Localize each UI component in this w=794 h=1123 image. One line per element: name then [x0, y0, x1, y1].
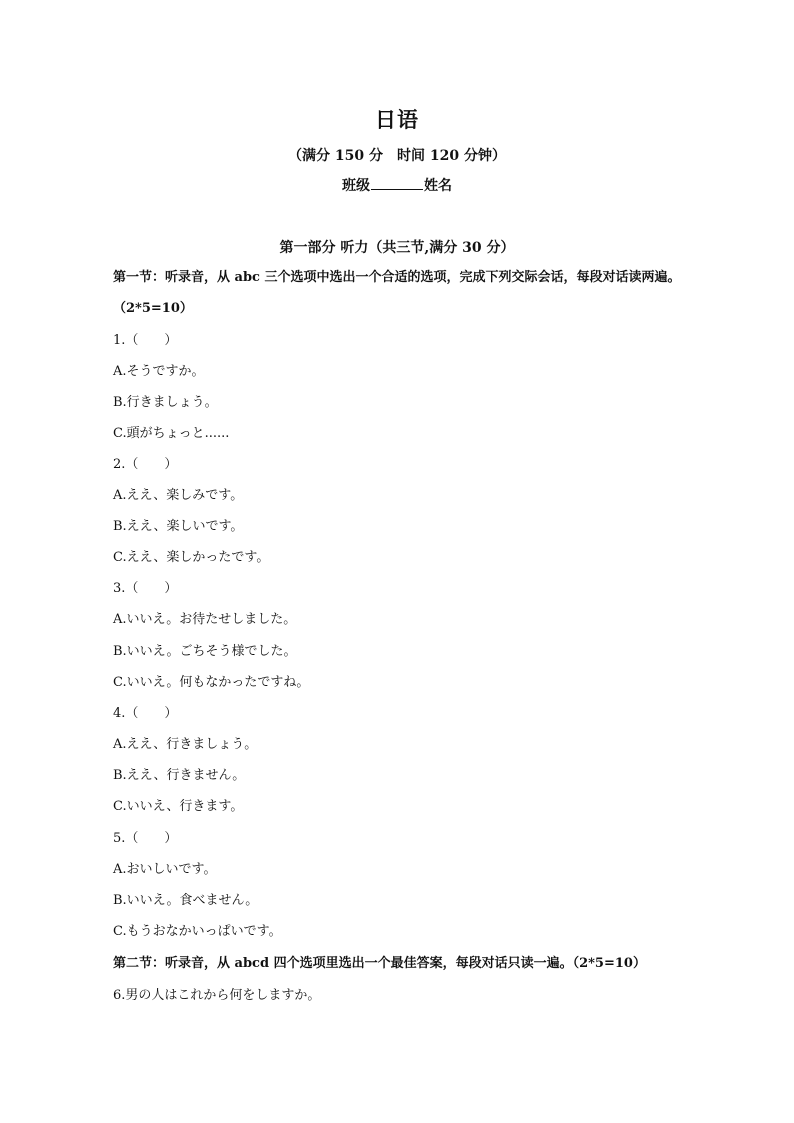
- part1-heading: 第一部分 听力（共三节,满分 30 分）: [279, 240, 515, 256]
- answer-option: C.いいえ。何もなかったですね。: [113, 675, 310, 690]
- question-number: 2.（ ）: [113, 457, 178, 472]
- answer-option: B.いいえ。ごちそう様でした。: [113, 644, 297, 659]
- question-number: 1.（ ）: [113, 333, 178, 348]
- answer-option: A.ええ、楽しみです。: [113, 488, 244, 503]
- answer-option: B.ええ、楽しいです。: [113, 519, 244, 534]
- answer-option: C.ええ、楽しかったです。: [113, 550, 270, 565]
- page-title: 日语: [375, 107, 419, 132]
- answer-option: C.もうおなかいっぱいです。: [113, 924, 282, 939]
- answer-option: A.おいしいです。: [113, 862, 217, 877]
- section1-score: （2*5=10）: [113, 301, 193, 316]
- section2-instruction: 第二节：听录音，从 abcd 四个选项里选出一个最佳答案，每段对话只读一遍。（2*5=10）: [113, 956, 646, 971]
- exam-subtitle: （满分 150 分 时间 120 分钟）: [288, 148, 506, 164]
- class-name-line: [0, 175, 794, 195]
- class-label: 班级: [342, 178, 370, 194]
- answer-option: B.いいえ。食べません。: [113, 893, 259, 908]
- question-6: 6.男の人はこれから何をしますか。: [113, 988, 321, 1003]
- answer-option: B.行きましょう。: [113, 395, 218, 410]
- question-number: 5.（ ）: [113, 831, 178, 846]
- class-blank: [371, 177, 423, 190]
- answer-option: C.頭がちょっと......: [113, 426, 230, 441]
- answer-option: A.そうですか。: [113, 364, 205, 379]
- name-label: 姓名: [424, 178, 452, 194]
- answer-option: A.いいえ。お待たせしました。: [113, 612, 297, 627]
- question-number: 4.（ ）: [113, 706, 178, 721]
- answer-option: B.ええ、行きません。: [113, 768, 246, 783]
- answer-option: C.いいえ、行きます。: [113, 799, 244, 814]
- answer-option: A.ええ、行きましょう。: [113, 737, 258, 752]
- question-number: 3.（ ）: [113, 581, 178, 596]
- section1-instruction: 第一节：听录音，从 abc 三个选项中选出一个合适的选项，完成下列交际会话，每段对话读两遍。: [113, 270, 681, 285]
